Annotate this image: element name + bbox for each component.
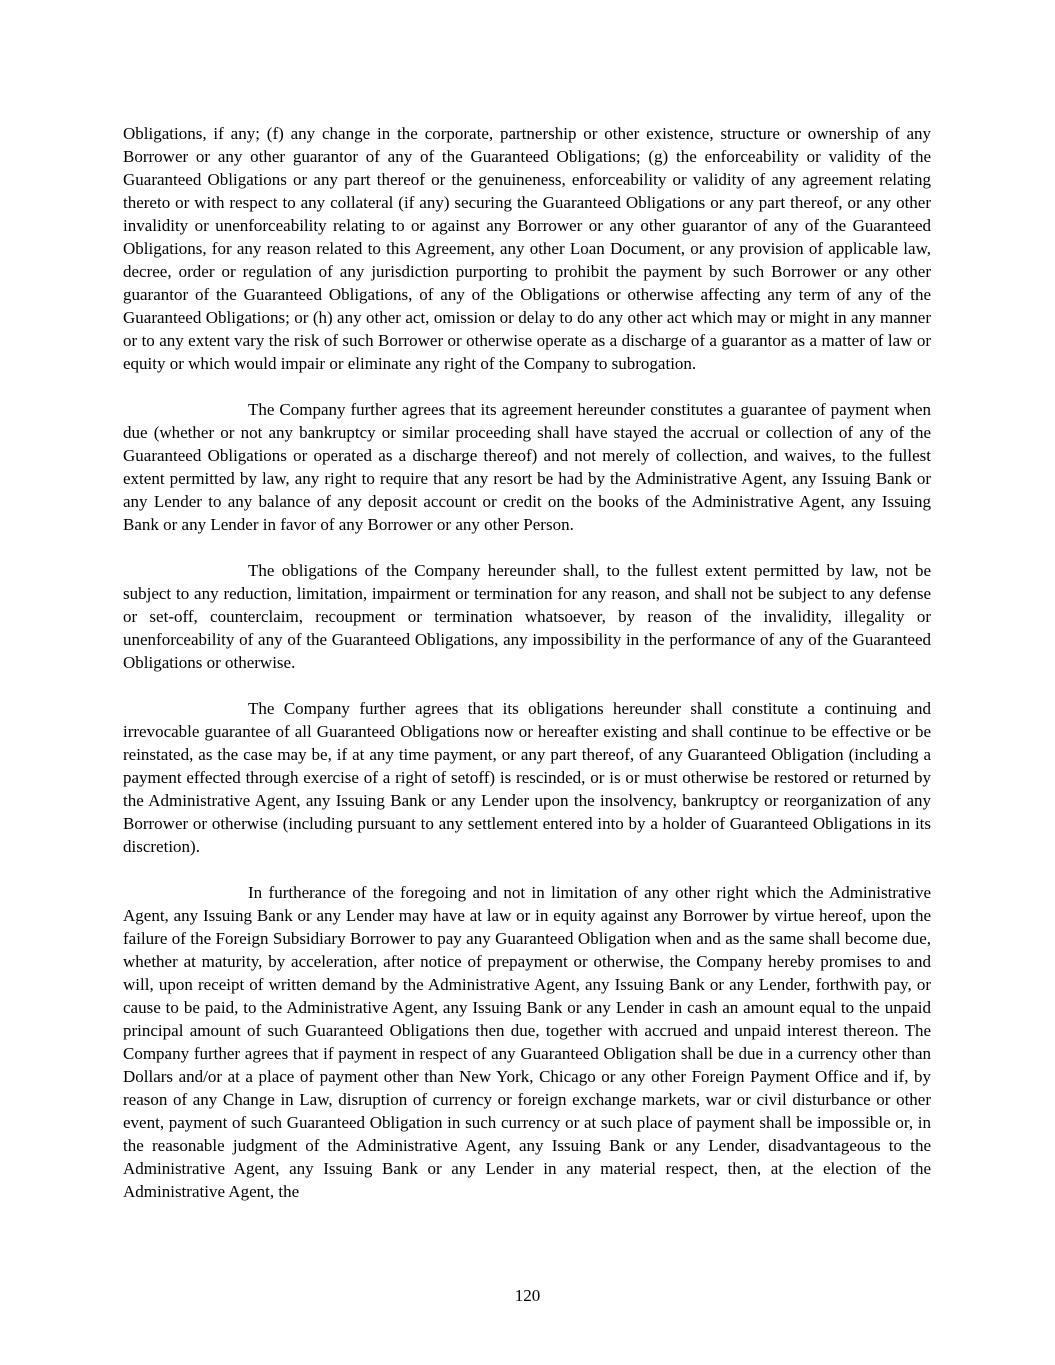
paragraph-guarantee-of-payment: The Company further agrees that its agreement hereunder constitutes a guarantee of payment when due (whether or not any bankruptcy or similar proceeding shall have stayed the accrual or collection of any of the Guaranteed Obligations or operated as a discharge thereof) and not merely of collection, and waives, to the fullest extent permitted by law, any right to require that any resort be had by the Administrative Agent, any Issuing Bank or any Lender to any balance of any deposit account or credit on the books of the Administrative Agent, any Issuing Bank or any Lender in favor of any Borrower or any other Person. (123, 400, 931, 534)
paragraph-in-furtherance: In furtherance of the foregoing and not in limitation of any other right which the Administrative Agent, any Issuing Bank or any Lender may have at law or in equity against any Borrower by virtue hereof, upon the failure of the Foreign Subsidiary Borrower to pay any Guaranteed Obligation when and as the same shall become due, whether at maturity, by acceleration, after notice of prepayment or otherwise, the Company hereby promises to and will, upon receipt of written demand by the Administrative Agent, any Issuing Bank or any Lender, forthwith pay, or cause to be paid, to the Administrative Agent, any Issuing Bank or any Lender in cash an amount equal to the unpaid principal amount of such Guaranteed Obligations then due, together with accrued and unpaid interest thereon. The Company further agrees that if payment in respect of any Guaranteed Obligation shall be due in a currency other than Dollars and/or at a place of payment other than New York, Chicago or any other Foreign Payment Office and if, by reason of any Change in Law, disruption of currency or foreign exchange markets, war or civil disturbance or other event, payment of such Guaranteed Obligation in such currency or at such place of payment shall be impossible or, in the reasonable judgment of the Administrative Agent, any Issuing Bank or any Lender, disadvantageous to the Administrative Agent, any Issuing Bank or any Lender in any material respect, then, at the election of the Administrative Agent, the (123, 883, 931, 1201)
document-body (123, 122, 931, 1226)
paragraph-obligations-unconditional: The obligations of the Company hereunder shall, to the fullest extent permitted by law, not be subject to any reduction, limitation, impairment or termination for any reason, and shall not be subject to any defense or set-off, counterclaim, recoupment or termination whatsoever, by reason of the invalidity, illegality or unenforceability of any of the Guaranteed Obligations, any impossibility in the performance of any of the Guaranteed Obligations or otherwise. (123, 561, 931, 672)
paragraph-continuation: Obligations, if any; (f) any change in the corporate, partnership or other existence, structure or ownership of any Borrower or any other guarantor of any of the Guaranteed Obligations; (g) the enforceability or validity of the Guaranteed Obligations or any part thereof or the genuineness, enforceability or validity of any agreement relating thereto or with respect to any collateral (if any) securing the Guaranteed Obligations or any part thereof, or any other invalidity or unenforceability relating to or against any Borrower or any other guarantor of any of the Guaranteed Obligations, for any reason related to this Agreement, any other Loan Document, or any provision of applicable law, decree, order or regulation of any jurisdiction purporting to prohibit the payment by such Borrower or any other guarantor of the Guaranteed Obligations, of any of the Obligations or otherwise affecting any term of any of the Guaranteed Obligations; or (h) any other act, omission or delay to do any other act which may or might in any manner or to any extent vary the risk of such Borrower or otherwise operate as a discharge of a guarantor as a matter of law or equity or which would impair or eliminate any right of the Company to subrogation. (123, 124, 931, 373)
page-number: 120 (514, 1286, 541, 1305)
paragraph-continuing-guarantee: The Company further agrees that its obligations hereunder shall constitute a continuing and irrevocable guarantee of all Guaranteed Obligations now or hereafter existing and shall continue to be effective or be reinstated, as the case may be, if at any time payment, or any part thereof, of any Guaranteed Obligation (including a payment effected through exercise of a right of setoff) is rescinded, or is or must otherwise be restored or returned by the Administrative Agent, any Issuing Bank or any Lender upon the insolvency, bankruptcy or reorganization of any Borrower or otherwise (including pursuant to any settlement entered into by a holder of Guaranteed Obligations in its discretion). (123, 699, 931, 856)
